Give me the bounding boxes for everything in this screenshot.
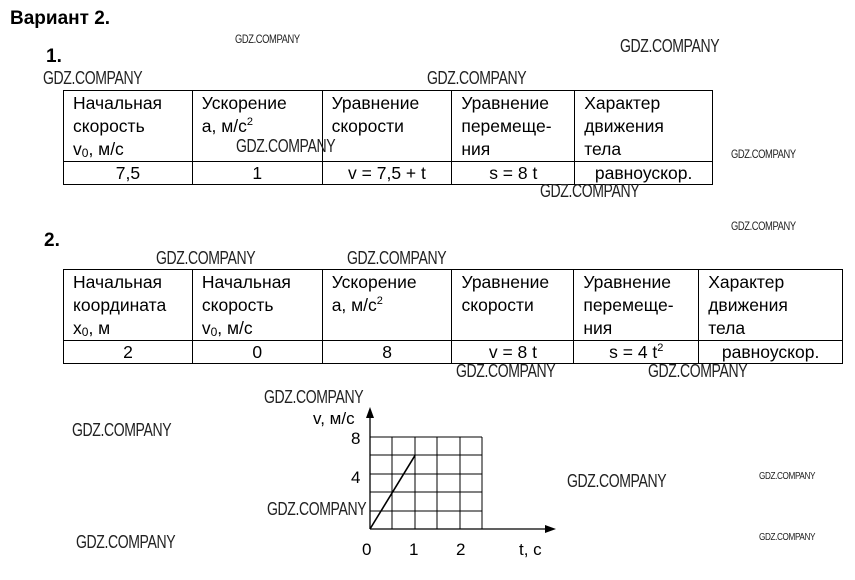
x-axis-arrow [545, 525, 556, 533]
value-acceleration: 1 [192, 162, 322, 185]
header-velocity-equation: Уравнение скорости [322, 91, 452, 162]
header-motion-type: Характер движения тела [699, 270, 843, 341]
watermark: GDZ.COMPANY [156, 248, 256, 268]
watermark: GDZ.COMPANY [264, 387, 364, 407]
watermark: GDZ.COMPANY [567, 471, 667, 491]
header-acceleration: Ускорение а, $м/с^2$ [322, 270, 452, 341]
watermark: GDZ.COMPANY [72, 420, 172, 440]
x-axis-label: t, с [519, 540, 542, 559]
watermark: GDZ.COMPANY [43, 68, 143, 88]
watermark: GDZ.COMPANY [236, 136, 336, 156]
task-1-number: 1. [46, 46, 62, 67]
value-initial-velocity: 0 [192, 341, 322, 364]
value-initial-coordinate: 2 [64, 341, 193, 364]
header-initial-coordinate: Начальная координата $x_0$, м [64, 270, 193, 341]
x-tick-label: 1 [409, 540, 419, 559]
watermark: GDZ.COMPANY [347, 248, 447, 268]
value-initial-velocity: 7,5 [64, 162, 193, 185]
y-axis-label: v, м/с [313, 409, 355, 428]
watermark: GDZ.COMPANY [731, 219, 796, 233]
watermark: GDZ.COMPANY [456, 361, 556, 381]
header-displacement-equation: Уравнение перемеще- ния [574, 270, 699, 341]
header-acceleration: Ускорение а, $м/с^2$ [192, 91, 322, 162]
y-tick-label: 4 [351, 468, 361, 487]
watermark: GDZ.COMPANY [731, 147, 796, 161]
value-displacement-equation: s = 4 $t^2$ [574, 341, 699, 364]
watermark: GDZ.COMPANY [235, 32, 300, 46]
header-motion-type: Характер движения тела [575, 91, 713, 162]
task-2-number: 2. [44, 230, 60, 251]
y-tick-label: 8 [351, 429, 361, 448]
watermark: GDZ.COMPANY [267, 499, 367, 519]
x-tick-label: 2 [456, 540, 466, 559]
value-velocity-equation: v = 7,5 + t [322, 162, 452, 185]
value-motion-type: равноускор. [575, 162, 713, 185]
value-velocity-equation: v = 8 t [452, 341, 574, 364]
watermark: GDZ.COMPANY [759, 470, 816, 482]
watermark: GDZ.COMPANY [759, 531, 816, 543]
header-velocity-equation: Уравнение скорости [452, 270, 574, 341]
value-motion-type: равноускор. [699, 341, 843, 364]
value-acceleration: 8 [322, 341, 452, 364]
value-displacement-equation: s = 8 t [452, 162, 575, 185]
header-initial-velocity: Начальная скорость $v_0$, м/с [192, 270, 322, 341]
watermark: GDZ.COMPANY [427, 68, 527, 88]
graph-grid [370, 437, 482, 529]
watermark: GDZ.COMPANY [76, 532, 176, 552]
x-tick-label: 0 [362, 540, 372, 559]
header-initial-velocity: Начальная скорость $v_0$, м/с [64, 91, 193, 162]
watermark: GDZ.COMPANY [540, 181, 640, 201]
page-title: Вариант 2. [10, 8, 111, 29]
watermark: GDZ.COMPANY [648, 361, 748, 381]
header-displacement-equation: Уравнение перемеще- ния [452, 91, 575, 162]
y-axis-arrow [366, 407, 374, 418]
watermark: GDZ.COMPANY [620, 36, 720, 56]
